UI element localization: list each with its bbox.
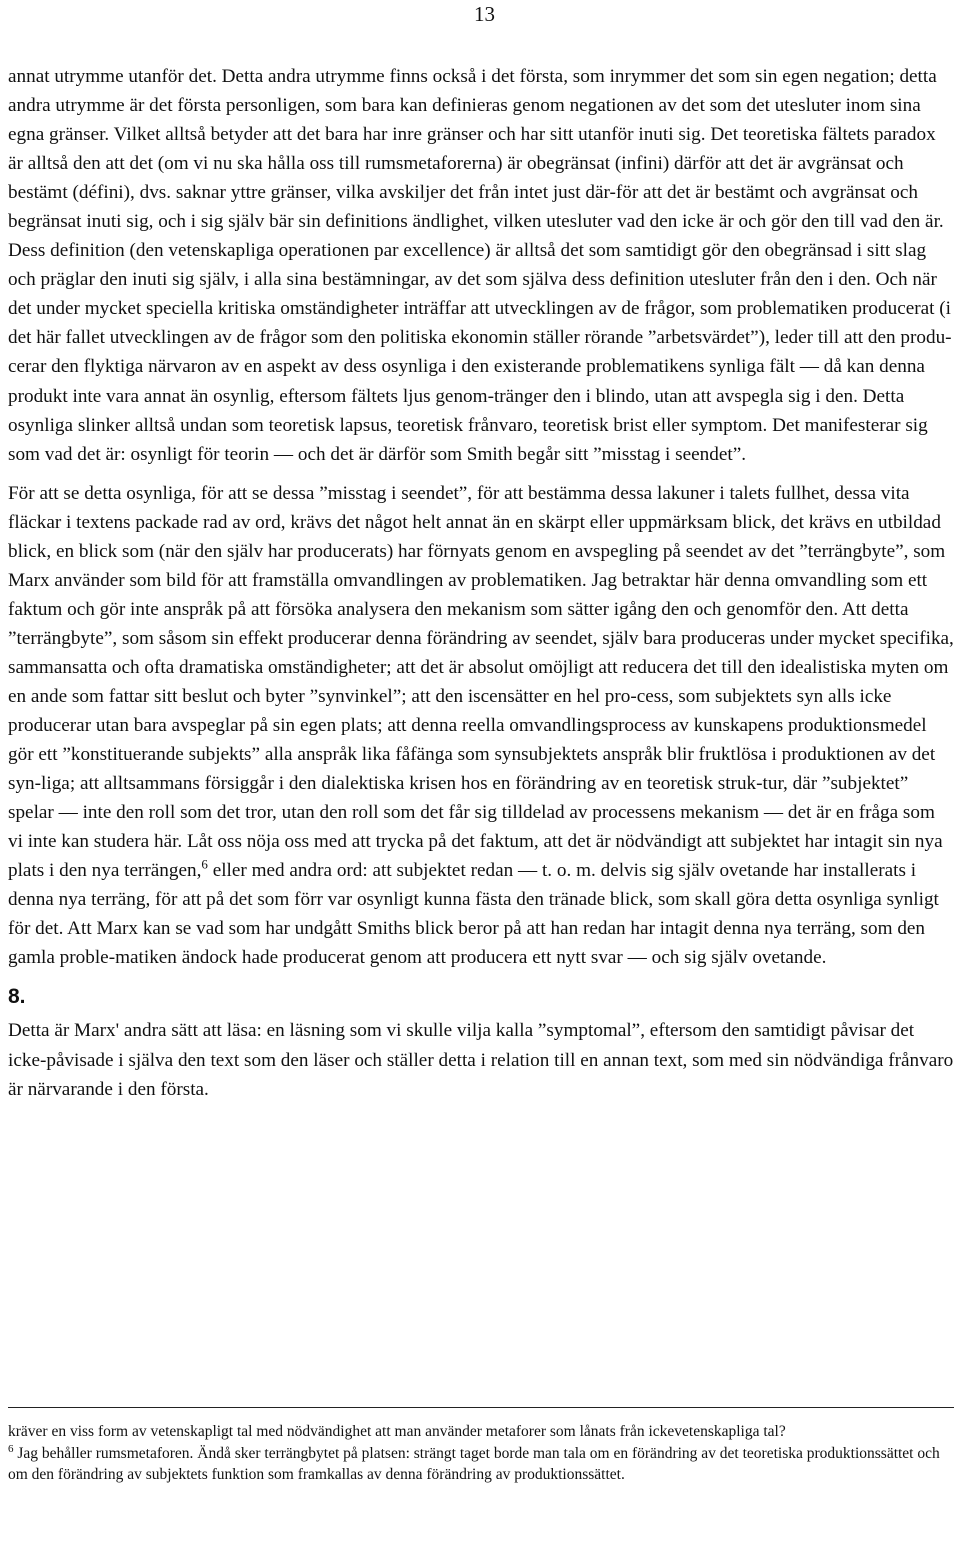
footnote-reference[interactable]: 6 xyxy=(201,856,208,872)
main-text xyxy=(8,62,954,1104)
paragraph-text: eller med andra ord: att subjektet redan — t. o. m. delvis sig själv ovetande har installerats i denna nya terräng, för att på det som förr var osynligt kunna fästa den tränade blick, som skall göra detta osynliga synligt för det. Att Marx kan se vad som har undgått Smiths blick beror på att han redan har intagit denna nya terräng, som den gamla proble-matiken ändock hade producerat genom att producera ett nytt svar — och sig själv ovetande. xyxy=(8,860,939,969)
paragraph: Detta är Marx' andra sätt att läsa: en läsning som vi skulle vilja kalla ”symptomal”, eftersom den samtidigt påvisar det icke-påvisade i själva den text som den läser och ställer detta i relation till en annan text, som med sin nödvändiga frånvaro är närvarande i den första. xyxy=(8,1020,954,1100)
footnote-6 xyxy=(8,1443,954,1486)
paragraph xyxy=(8,479,954,973)
footnote-divider xyxy=(8,1407,954,1408)
paragraph: annat utrymme utanför det. Detta andra utrymme finns också i det första, som inrymmer det som sin egen negation; detta andra utrymme är det första personligen, som bara kan definieras genom negationen av det som det utesluter inom sina egna gränser. Vilket alltså betyder att det bara har inre gränser och har sitt utanför inuti sig. Det teoretiska fältets paradox är alltså den att det (om vi nu ska hålla oss till rumsmetaforerna) är obegränsat (infini) därför att det är avgränsat och bestämt (défini), dvs. saknar yttre gränser, vilka avskiljer det från intet just där-för att det är bestämt och avgränsat och begränsat inuti sig, och i sig själv bär sin definitions ändlighet, vilken utesluter vad den icke är och gör den till vad den är. Dess definition (den vetenskapliga operationen par excellence) är alltså det som samtidigt gör den obegränsad i sitt slag och präglar den inuti sig själv, i alla sina bestämningar, av det som själva dess definition utesluter från den i den. Och när det under mycket speciella kritiska omständigheter inträffar att utvecklingen av de frågor, som problematiken producerat (i det här fallet utvecklingen av de frågor som den politiska ekonomin ställer rörande ”arbetsvärdet”), leder till att den produ-cerar den flyktiga närvaron av en aspekt av dess osynliga i den existerande problematikens synliga fält — då kan denna produkt inte vara annat än osynlig, eftersom fältets ljus genom-tränger den i blindo, utan att avspegla sig i den. Detta osynliga slinker alltså undan som teoretisk lapsus, teoretisk frånvaro, teoretisk brist eller symptom. Det manifesterar sig som vad det är: osynligt för teorin — och det är därför som Smith begår sitt ”misstag i seendet”. xyxy=(8,66,952,465)
page-number: 13 xyxy=(474,2,495,26)
footnote-text: Jag behåller rumsmetaforen. Ändå sker terrängbytet på platsen: strängt taget borde man tala om en förändring av det teoretiska produktionssättet och om den förändring av subjektets funktion som framkallas av denna förändring av produktionssättet. xyxy=(8,1444,940,1483)
footnote-marker: 6 xyxy=(8,1442,14,1455)
footnote-continued: kräver en viss form av vetenskapligt tal med nödvändighet att man använder metaforer som lånats från ickevetenskapliga tal? xyxy=(8,1423,786,1440)
paragraph-text: För att se detta osynliga, för att se dessa ”misstag i seendet”, för att bestämma dessa lakuner i talets fullhet, dessa vita fläckar i textens packade rad av ord, krävs det något helt annat än en skärpt eller uppmärksam blick, det krävs en utbildad blick, en blick som (när den själv har producerats) har förnyats genom en avspegling på seendet av det ”terrängbyte”, som Marx använder som bild för att framställa omvandlingen av problematiken. Jag betraktar här denna omvandling som ett faktum och gör inte anspråk på att försöka analysera den mekanism som sätter igång den och genomför den. Att detta ”terrängbyte”, som såsom sin effekt producerar denna förändring av seendet, själv bara produceras under mycket specifika, sammansatta och ofta dramatiska omständigheter; att det är absolut omöjligt att reducera det till den idealistiska myten om en ande som fattar sitt beslut och byter ”synvinkel”; att den iscensätter en hel pro-cess, som subjektets syn alls icke producerar utan bara avspeglar på sin egen plats; att denna reella omvandlingsprocess av kunskapens produktionsmedel gör ett ”konstituerande subjekts” alla anspråk lika fåfänga som synsubjektets anspråk blir fruktlösa i produktionen av det syn-liga; att alltsammans försiggår i den dialektiska krisen hos en förändring av en teoretisk struk-tur, där ”subjektet” spelar — inte den roll som det tror, utan den roll som det får sig tilldelad av processens mekanism — det är en fråga som vi inte kan studera här. Låt oss nöja oss med att trycka på det faktum, att det är nödvändigt att subjektet har intagit sin nya plats i den nya terrängen, xyxy=(8,482,954,882)
footnotes xyxy=(8,1421,954,1486)
section-heading: 8. xyxy=(8,985,26,1009)
